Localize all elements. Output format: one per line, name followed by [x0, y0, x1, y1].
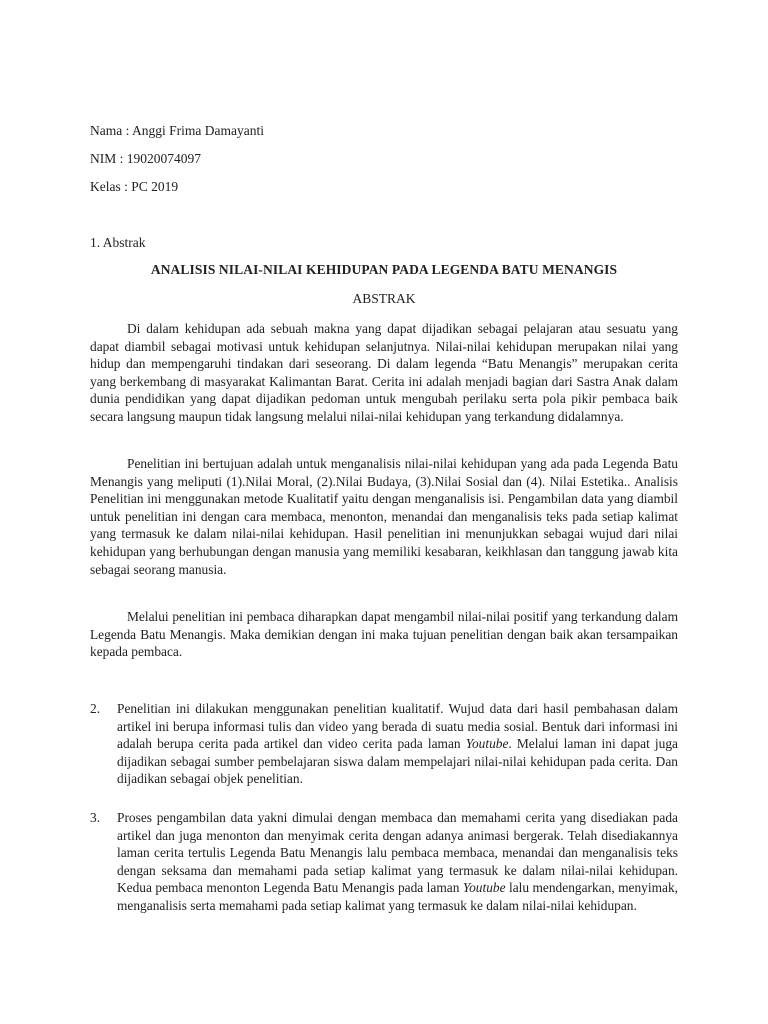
student-class: Kelas : PC 2019 — [90, 179, 179, 194]
abstract-heading: ABSTRAK — [352, 291, 416, 306]
item-number: 2. — [90, 701, 101, 716]
numbered-item-3 — [90, 809, 678, 915]
item-number: 3. — [90, 810, 101, 825]
section-heading-abstrak: 1. Abstrak — [90, 235, 146, 250]
abstract-paragraph: Di dalam kehidupan ada sebuah makna yang dapat dijadikan sebagai pelajaran atau sesuatu yang dapat diambil sebagai motivasi untuk kehidupan selanjutnya. Nilai-nilai kehidupan merupakan nilai yang hidup dan mempengaruhi tindakan dari seseorang. Di dalam legenda “Batu Menangis” merupakan cerita yang berkembang di masyarakat Kalimantan Barat. Cerita ini adalah menjadi bagian dari Sastra Anak dalam dunia pendidikan yang dapat dijadikan pedoman untuk mengubah perilaku serta pola pikir pembaca baik secara langsung maupun tidak langsung melalui nilai-nilai kehidupan yang terkandung didalamnya. — [90, 321, 678, 424]
document-title: ANALISIS NILAI-NILAI KEHIDUPAN PADA LEGENDA BATU MENANGIS — [150, 262, 618, 277]
youtube-reference: Youtube — [462, 880, 506, 896]
item-body: Penelitian ini dilakukan menggunakan penelitian kualitatif. Wujud data dari hasil pembahasan dalam artikel ini berupa informasi tulis dan video yang berada di suatu media sosial. Bentuk dari informasi ini adalah berupa cerita pada artikel dan video cerita pada laman Youtube. Melalui laman ini dapat juga dijadikan sebagai sumber pembelajaran siswa dalam mempelajari nilai-nilai kehidupan pada cerita. Dan dijadikan sebagai objek penelitian. — [117, 701, 678, 787]
student-name: Nama : Anggi Frima Damayanti — [90, 123, 264, 138]
item-body: Proses pengambilan data yakni dimulai dengan membaca dan memahami cerita yang disediakan pada artikel dan juga menonton dan menyimak cerita dengan adanya animasi bergerak. Telah disediakannya laman cerita tertulis Legenda Batu Menangis lalu pembaca membaca, menandai dan menganalisis teks dengan seksama dan memahami pada setiap kalimat yang termasuk ke dalam nilai-nilai kehidupan. Kedua pembaca menonton Legenda Batu Menangis pada laman Youtube lalu mendengarkan, menyimak, menganalisis serta memahami pada setiap kalimat yang termasuk ke dalam nilai-nilai kehidupan. — [117, 810, 678, 913]
abstract-paragraph: Melalui penelitian ini pembaca diharapkan dapat mengambil nilai-nilai positif yang terkandung dalam Legenda Batu Menangis. Maka demikian dengan ini maka tujuan penelitian dengan baik akan tersampaikan kepada pembaca. — [90, 609, 678, 660]
abstract-paragraph: Penelitian ini bertujuan adalah untuk menganalisis nilai-nilai kehidupan yang ada pada Legenda Batu Menangis yang meliputi (1).Nilai Moral, (2).Nilai Budaya, (3).Nilai Sosial dan (4). Nilai Estetika.. Analisis Penelitian ini menggunakan metode Kualitatif yaitu dengan menganalisis isi. Pengambilan data yang diambil untuk penelitian ini dengan cara membaca, menonton, menandai dan menganalisis teks pada setiap kalimat yang termasuk ke dalam nilai-nilai kehidupan. Hasil penelitian ini menunjukkan sebagai wujud dari nilai kehidupan yang berhubungan dengan manusia yang memiliki kesabaran, keikhlasan dan tanggung jawab kita sebagai seorang manusia. — [90, 456, 678, 577]
youtube-reference: Youtube — [465, 736, 509, 752]
student-nim: NIM : 19020074097 — [90, 151, 201, 166]
numbered-item-2 — [90, 700, 678, 788]
